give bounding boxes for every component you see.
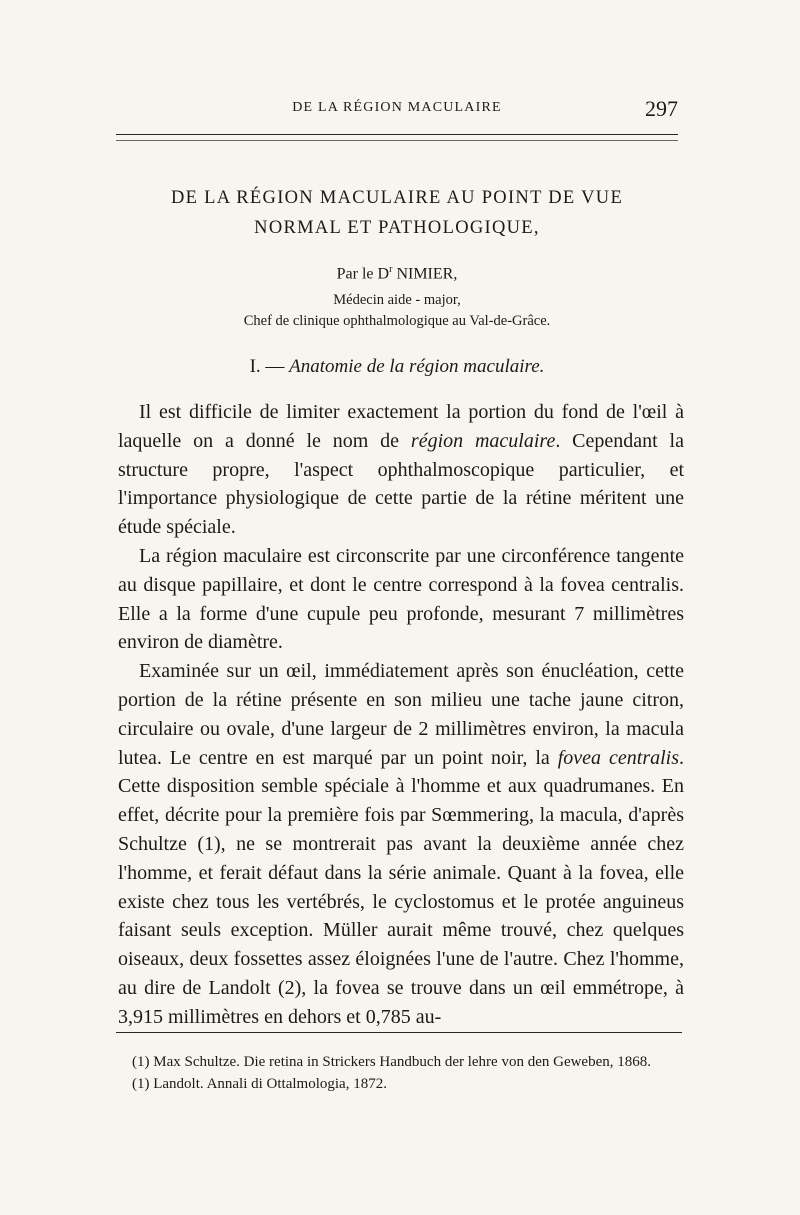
footnote-1: (1) Max Schultze. Die retina in Strickers Handbuch der lehre von den Geweben, 1868. (132, 1054, 652, 1070)
footnote-2: (1) Landolt. Annali di Ottalmologia, 1872. (132, 1076, 387, 1092)
footnote-rule (116, 1032, 682, 1033)
running-head (116, 96, 678, 126)
paragraph-2: La région maculaire est circonscrite par une circonférence tangente au disque papillaire, et dont le centre correspond à la fovea centralis. Elle a la forme d'une cupule peu profonde, mesurant 7 millimètres environ de diamètre. (118, 544, 684, 654)
author-name: NIMIER, (392, 265, 458, 283)
author-role: Médecin aide - major, (333, 292, 461, 308)
author-byline (116, 258, 678, 286)
header-rule-secondary (116, 140, 678, 141)
section-number: I. — (249, 356, 285, 377)
body-text (118, 398, 684, 1032)
paragraph-3-text-b: . Cette disposition semble spéciale à l'homme et aux quadrumanes. En effet, décrite pour la première fois par Sœmmering, la macula, d'après Schultze (1), ne se montrerait pas avant la deuxième année chez l'homme, et ferait défaut dans la série animale. Quant à la fovea, elle existe chez tous les vertébrés, le cyclostomus et le protée anguineus faisant seuls exception. Müller aurait même trouvé, chez quelques oiseaux, deux fossettes assez éloignées l'une de l'autre. Chez l'homme, au dire de Landolt (2), la fovea se trouve dans un œil emmétrope, à 3,915 millimètres en dehors et 0,785 au- (118, 746, 684, 1028)
author-credentials (116, 290, 678, 332)
paragraph-1-text-b: . Cependant la structure propre, l'aspect ophthalmoscopique particulier, et l'importance physiologique de cette partie de la rétine méritent une étude spéciale. (118, 429, 684, 539)
header-rule (116, 134, 678, 135)
article-title (116, 183, 678, 243)
section-heading (116, 356, 678, 378)
footnotes (118, 1051, 684, 1095)
article-title-line-1: DE LA RÉGION MACULAIRE AU POINT DE VUE (170, 188, 624, 208)
paragraph-3 (118, 657, 684, 1031)
article-title-line-2: NORMAL ET PATHOLOGIQUE, (254, 218, 540, 238)
byline-superscript: r (389, 264, 393, 275)
running-title: DE LA RÉGION MACULAIRE (292, 100, 502, 115)
paragraph-1-text-a: Il est difficile de limiter exactement la portion du fond de l'œil à laquelle on a donné le nom de (118, 401, 684, 452)
paragraph-3-text-a: Examinée sur un œil, immédiatement après son énucléation, cette portion de la rétine présente en son milieu une tache jaune citron, circulaire ou ovale, d'une largeur de 2 millimètres environ, la macula lutea. Le centre en est marqué par un point noir, la (118, 660, 684, 769)
author-affiliation: Chef de clinique ophthalmologique au Val-de-Grâce. (243, 313, 551, 329)
byline-prefix: Par le D (336, 265, 390, 283)
paragraph-1-italic: région maculaire (410, 429, 556, 452)
section-title: Anatomie de la région maculaire. (289, 356, 545, 377)
paragraph-3-italic: fovea centralis (557, 746, 679, 769)
paragraph-1 (118, 398, 684, 542)
page-number: 297 (645, 96, 678, 121)
